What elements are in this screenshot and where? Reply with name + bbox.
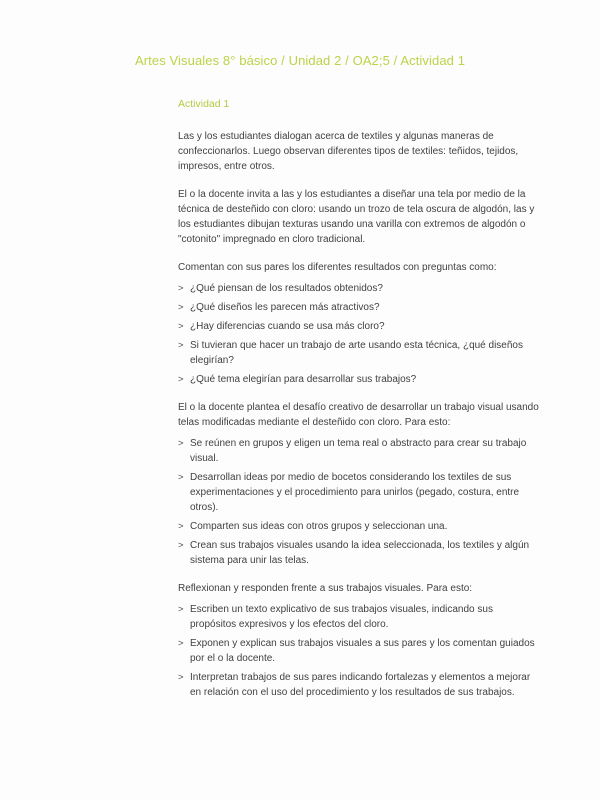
chevron-bullet-icon: > — [178, 438, 184, 449]
challenge-section-intro: El o la docente plantea el desafío creativo de desarrollar un trabajo visual usando telas modificadas mediante el desteñido con cloro. Para esto: — [178, 402, 539, 428]
list-item-text: Interpretan trabajos de sus pares indicando fortalezas y elementos a mejorar en relación con el uso del procedimiento y los resultados de sus trabajos. — [190, 672, 531, 698]
list-item — [178, 636, 540, 666]
list-item-text: Exponen y explican sus trabajos visuales a sus pares y los comentan guiados por el o la docente. — [190, 638, 535, 664]
chevron-bullet-icon: > — [178, 340, 184, 351]
activity-content — [178, 97, 540, 700]
reflection-section-intro: Reflexionan y responden frente a sus trabajos visuales. Para esto: — [178, 583, 473, 594]
chevron-bullet-icon: > — [178, 321, 184, 332]
chevron-bullet-icon: > — [178, 604, 184, 615]
questions-section-intro: Comentan con sus pares los diferentes resultados con preguntas como: — [178, 262, 497, 273]
chevron-bullet-icon: > — [178, 540, 184, 551]
chevron-bullet-icon: > — [178, 472, 184, 483]
list-item-text: Desarrollan ideas por medio de bocetos considerando los textiles de sus experimentaciones y el procedimiento para unirlos (pegado, costura, entre otros). — [190, 472, 520, 513]
list-item — [178, 372, 540, 387]
list-item — [178, 319, 540, 334]
list-item-text: Comparten sus ideas con otros grupos y seleccionan una. — [190, 521, 448, 532]
list-item-text: ¿Hay diferencias cuando se usa más cloro? — [190, 321, 385, 332]
list-item — [178, 338, 540, 368]
chevron-bullet-icon: > — [178, 638, 184, 649]
list-item-text: ¿Qué piensan de los resultados obtenidos? — [190, 283, 383, 294]
list-item — [178, 300, 540, 315]
list-item — [178, 470, 540, 515]
list-item — [178, 519, 540, 534]
list-item-text: ¿Qué tema elegirían para desarrollar sus trabajos? — [190, 374, 417, 385]
list-item — [178, 670, 540, 700]
paragraph-textiles-dialogue: Las y los estudiantes dialogan acerca de textiles y algunas maneras de confeccionarlos. Luego observan diferentes tipos de textiles: teñidos, tejidos, impresos, entre otros. — [178, 131, 519, 172]
list-item-text: ¿Qué diseños les parecen más atractivos? — [190, 302, 380, 313]
paragraph-teacher-technique: El o la docente invita a las y los estudiantes a diseñar una tela por medio de la técnica de desteñido con cloro: usando un trozo de tela oscura de algodón, las y los estudiantes dibujan texturas usando una varilla con extremos de algodón o "cotonito" impregnado en cloro tradicional. — [178, 189, 535, 245]
page-title: Artes Visuales 8° básico / Unidad 2 / OA2;5 / Actividad 1 — [134, 53, 466, 68]
list-item-text: Si tuvieran que hacer un trabajo de arte usando esta técnica, ¿qué diseños elegirían? — [190, 340, 523, 366]
list-item-text: Se reúnen en grupos y eligen un tema real o abstracto para crear su trabajo visual. — [190, 438, 527, 464]
questions-list — [178, 281, 540, 387]
chevron-bullet-icon: > — [178, 672, 184, 683]
challenge-steps-list — [178, 436, 540, 568]
activity-heading: Actividad 1 — [178, 98, 230, 110]
list-item — [178, 281, 540, 296]
list-item-text: Crean sus trabajos visuales usando la idea seleccionada, los textiles y algún sistema para unir las telas. — [190, 540, 530, 566]
list-item — [178, 602, 540, 632]
chevron-bullet-icon: > — [178, 374, 184, 385]
chevron-bullet-icon: > — [178, 521, 184, 532]
reflection-steps-list — [178, 602, 540, 700]
list-item-text: Escriben un texto explicativo de sus trabajos visuales, indicando sus propósitos expresivos y los efectos del cloro. — [190, 604, 493, 630]
list-item — [178, 538, 540, 568]
list-item — [178, 436, 540, 466]
chevron-bullet-icon: > — [178, 283, 184, 294]
chevron-bullet-icon: > — [178, 302, 184, 313]
